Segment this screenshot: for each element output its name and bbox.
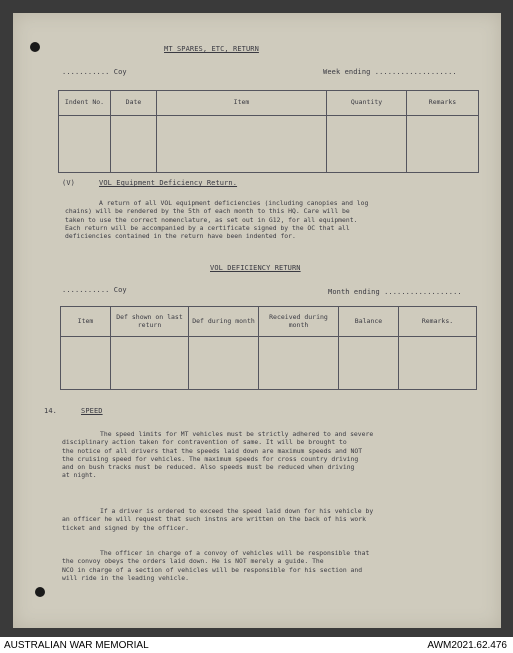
speed-line: at night. (62, 471, 97, 480)
form2-header-remarks: Remarks. (399, 307, 477, 337)
section-v-line: taken to use the correct nomenclature, as set out in G12, for all equipment. (65, 215, 358, 224)
form1-week-label: Week ending ................... (323, 68, 457, 76)
form2-cell (259, 337, 339, 390)
form2-cell (399, 337, 477, 390)
form2-coy-label: ........... Coy (62, 286, 127, 294)
form1-cell (327, 116, 407, 173)
form2-cell (189, 337, 259, 390)
form2-cell (61, 337, 111, 390)
speed-line: and on bush tracks must be reduced. Also speeds must be reduced when driving (62, 463, 355, 472)
speed-line: an officer he will request that such instns are written on the back of his work (62, 515, 366, 524)
speed-line: If a driver is ordered to exceed the speed laid down for his vehicle by (100, 507, 374, 515)
speed-line: The speed limits for MT vehicles must be strictly adhered to and severe (100, 430, 374, 438)
footer-bar (0, 637, 513, 653)
section-v-line: Each return will be accompanied by a certificate signed by the OC that all (65, 223, 350, 232)
form1-cell (111, 116, 157, 173)
speed-paragraph-2 (62, 507, 474, 532)
form1-title: MT SPARES, ETC, RETURN (164, 45, 259, 53)
form1-cell (407, 116, 479, 173)
form1-cell (157, 116, 327, 173)
form1-header-quantity: Quantity (327, 91, 407, 116)
form2-header-received: Received during month (259, 307, 339, 337)
section-14-number: 14. (44, 407, 57, 415)
speed-line: ticket and signed by the officer. (62, 523, 189, 532)
speed-paragraph-1 (62, 430, 474, 480)
speed-paragraph-3 (62, 549, 474, 582)
section-v-number: (V) (62, 179, 75, 187)
form2-cell (111, 337, 189, 390)
speed-line: the convoy obeys the orders laid down. He is NOT merely a guide. The (62, 557, 324, 566)
form2-header-balance: Balance (339, 307, 399, 337)
punch-hole-top (30, 42, 40, 52)
footer-institution: AUSTRALIAN WAR MEMORIAL (4, 640, 149, 651)
section-14-title: SPEED (81, 407, 103, 415)
form1-header-item: Item (157, 91, 327, 116)
section-v-line: deficiencies contained in the return have been indented for. (65, 232, 296, 241)
punch-hole-bottom (35, 587, 45, 597)
form2-title: VOL DEFICIENCY RETURN (210, 264, 301, 272)
section-v-paragraph (65, 199, 470, 240)
form2-month-label: Month ending .................. (328, 288, 462, 296)
speed-line: will ride in the leading vehicle. (62, 573, 189, 582)
form1-header-remarks: Remarks (407, 91, 479, 116)
form2-header-def-last: Def shown on last return (111, 307, 189, 337)
form2-header-item: Item (61, 307, 111, 337)
form1-table (58, 90, 479, 173)
form2-table (60, 306, 477, 390)
form1-coy-label: ........... Coy (62, 68, 127, 76)
footer-accession-number: AWM2021.62.476 (427, 640, 507, 651)
section-v-title: VOL Equipment Deficiency Return. (99, 179, 238, 187)
form2-cell (339, 337, 399, 390)
section-v-line: chains) will be rendered by the 5th of each month to this HQ. Care will be (65, 207, 350, 216)
form2-header-def-month: Def during month (189, 307, 259, 337)
form1-cell (59, 116, 111, 173)
speed-line: NCO in charge of a section of vehicles will be responsible for his section and (62, 565, 363, 574)
form1-header-date: Date (111, 91, 157, 116)
section-v-line: A return of all VOL equipment deficiencies (including canopies and log (99, 199, 369, 207)
form1-header-indent: Indent No. (59, 91, 111, 116)
speed-line: the cruising speed for vehicles. The maximum speeds for cross country driving (62, 454, 359, 463)
speed-line: The officer in charge of a convoy of vehicles will be responsible that (100, 549, 370, 557)
speed-line: disciplinary action taken for contravention of same. It will be brought to (62, 438, 347, 447)
speed-line: the notice of all drivers that the speeds laid down are maximum speeds and NOT (62, 446, 363, 455)
